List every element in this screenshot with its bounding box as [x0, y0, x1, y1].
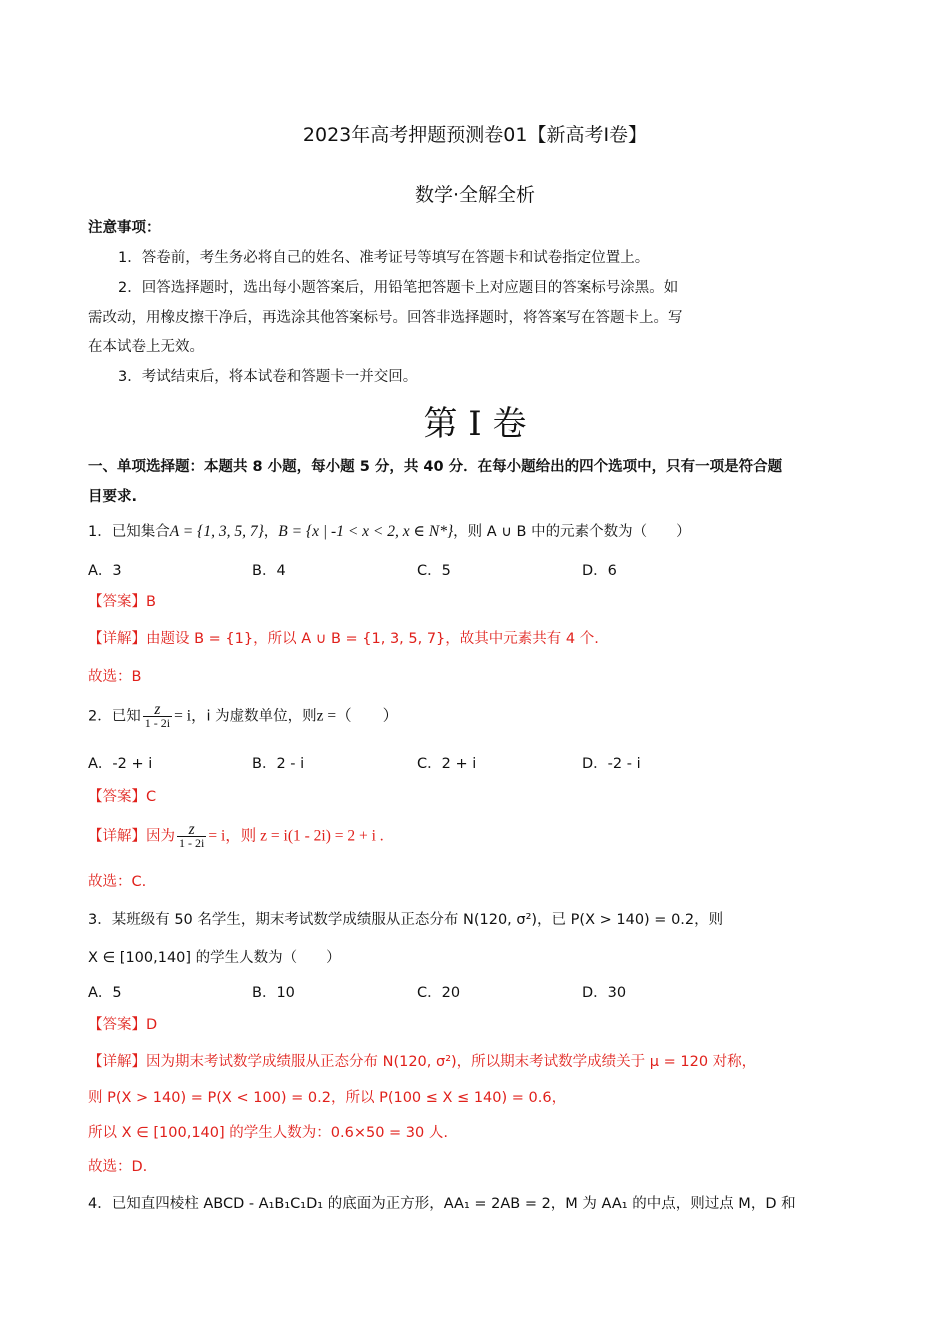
q2-detail-pre: 因为 [146, 828, 175, 845]
q3-answer: 【答案】D [88, 1017, 158, 1033]
q2-fraction [143, 703, 172, 730]
q1-stem [88, 522, 691, 542]
q1-conclusion: 故选：B [88, 669, 142, 685]
q3-option-a: A．5 [88, 985, 122, 1001]
q2-detail-frac-num: z [188, 821, 195, 838]
q2-option-a: A．-2 + i [88, 756, 153, 772]
q2-answer: 【答案】C [88, 789, 157, 805]
q1-option-a: A．3 [88, 563, 122, 579]
section1-heading-line1: 一、单项选择题：本题共 8 小题，每小题 5 分，共 40 分．在每小题给出的四个选项中，只有一项是符合题 [88, 459, 783, 475]
q1-detail [88, 629, 599, 649]
q1-option-c: C．5 [417, 563, 451, 579]
notes-item-2-line1: 2．回答选择题时，选出每小题答案后，用铅笔把答题卡上对应题目的答案标号涂黑。如 [118, 280, 679, 296]
q3-detail-text-1: 因为期末考试数学成绩服从正态分布 N(120, σ²)，所以期末考试数学成绩关于 μ = 120 对称， [146, 1054, 757, 1070]
q2-mid: i 为虚数单位，则 [206, 708, 317, 725]
q2-prefix: 2．已知 [88, 708, 141, 725]
section1-heading-line2: 目要求. [88, 489, 138, 505]
q3-detail-label: 【详解】 [88, 1054, 146, 1070]
q2-detail-fraction [177, 823, 206, 850]
volume-title: 第 I 卷 [423, 404, 527, 444]
q2-option-b: B．2 - i [252, 756, 305, 772]
q3-detail-line2: 则 P(X > 140) = P(X < 100) = 0.2，所以 P(100 ≤ X ≤ 140) = 0.6， [88, 1090, 567, 1106]
q1-set-a: A = {1, 3, 5, 7} [169, 523, 264, 540]
q1-suffix: ，则 A ∪ B 中的元素个数为（ ） [453, 524, 691, 540]
q3-detail-line1 [88, 1052, 756, 1072]
q3-option-b: B．10 [252, 985, 295, 1001]
q1-option-b: B．4 [252, 563, 286, 579]
q2-stem [88, 703, 398, 730]
q2-detail-post: = i，则 z = i(1 - 2i) = 2 + i . [208, 827, 384, 845]
q1-option-d: D．6 [582, 563, 617, 579]
q2-frac-den: 1 - 2i [144, 716, 171, 730]
q3-option-c: C．20 [417, 985, 461, 1001]
q1-set-b: B = {x | -1 < x < 2, x ∈ N*} [278, 523, 454, 540]
q2-detail-frac-den: 1 - 2i [179, 836, 205, 850]
q1-answer: 【答案】B [88, 594, 156, 610]
q3-stem-line1: 3．某班级有 50 名学生，期末考试数学成绩服从正态分布 N(120, σ²)，已 P(X > 140) = 0.2，则 [88, 912, 724, 928]
notes-item-1: 1．答卷前，考生务必将自己的姓名、准考证号等填写在答题卡和试卷指定位置上。 [118, 250, 650, 266]
q3-stem-line2: X ∈ [100,140] 的学生人数为（ ） [88, 950, 341, 966]
q2-eq: = i， [174, 707, 207, 725]
q1-sep: ， [263, 524, 279, 540]
q1-detail-label: 【详解】 [88, 631, 146, 647]
q3-conclusion: 故选：D. [88, 1159, 148, 1175]
notes-item-2-line2: 需改动，用橡皮擦干净后，再选涂其他答案标号。回答非选择题时，将答案写在答题卡上。写 [88, 310, 683, 326]
q3-option-d: D．30 [582, 985, 627, 1001]
notes-heading: 注意事项： [88, 220, 161, 236]
q3-detail-line3: 所以 X ∈ [100,140] 的学生人数为：0.6×50 = 30 人. [88, 1125, 448, 1141]
q2-option-d: D．-2 - i [582, 756, 641, 772]
notes-item-2-line3: 在本试卷上无效。 [88, 339, 204, 355]
q2-detail [88, 823, 384, 850]
q4-stem-line1: 4．已知直四棱柱 ABCD - A₁B₁C₁D₁ 的底面为正方形，AA₁ = 2AB = 2，M 为 AA₁ 的中点，则过点 M，D 和 [88, 1196, 796, 1212]
q2-tail: z =（ ） [316, 707, 399, 725]
page-subtitle: 数学·全解全析 [414, 184, 536, 206]
q2-option-c: C．2 + i [417, 756, 477, 772]
q1-prefix: 1．已知集合 [88, 524, 170, 540]
page-title: 2023年高考押题预测卷01【新高考Ⅰ卷】 [302, 124, 648, 146]
q2-conclusion: 故选：C. [88, 874, 147, 890]
q2-frac-num: z [154, 701, 161, 718]
q1-detail-text: 由题设 B = {1}，所以 A ∪ B = {1, 3, 5, 7}，故其中元素共有 4 个. [146, 631, 599, 647]
notes-item-3: 3．考试结束后，将本试卷和答题卡一并交回。 [118, 369, 418, 385]
q2-detail-label: 【详解】 [88, 828, 146, 845]
